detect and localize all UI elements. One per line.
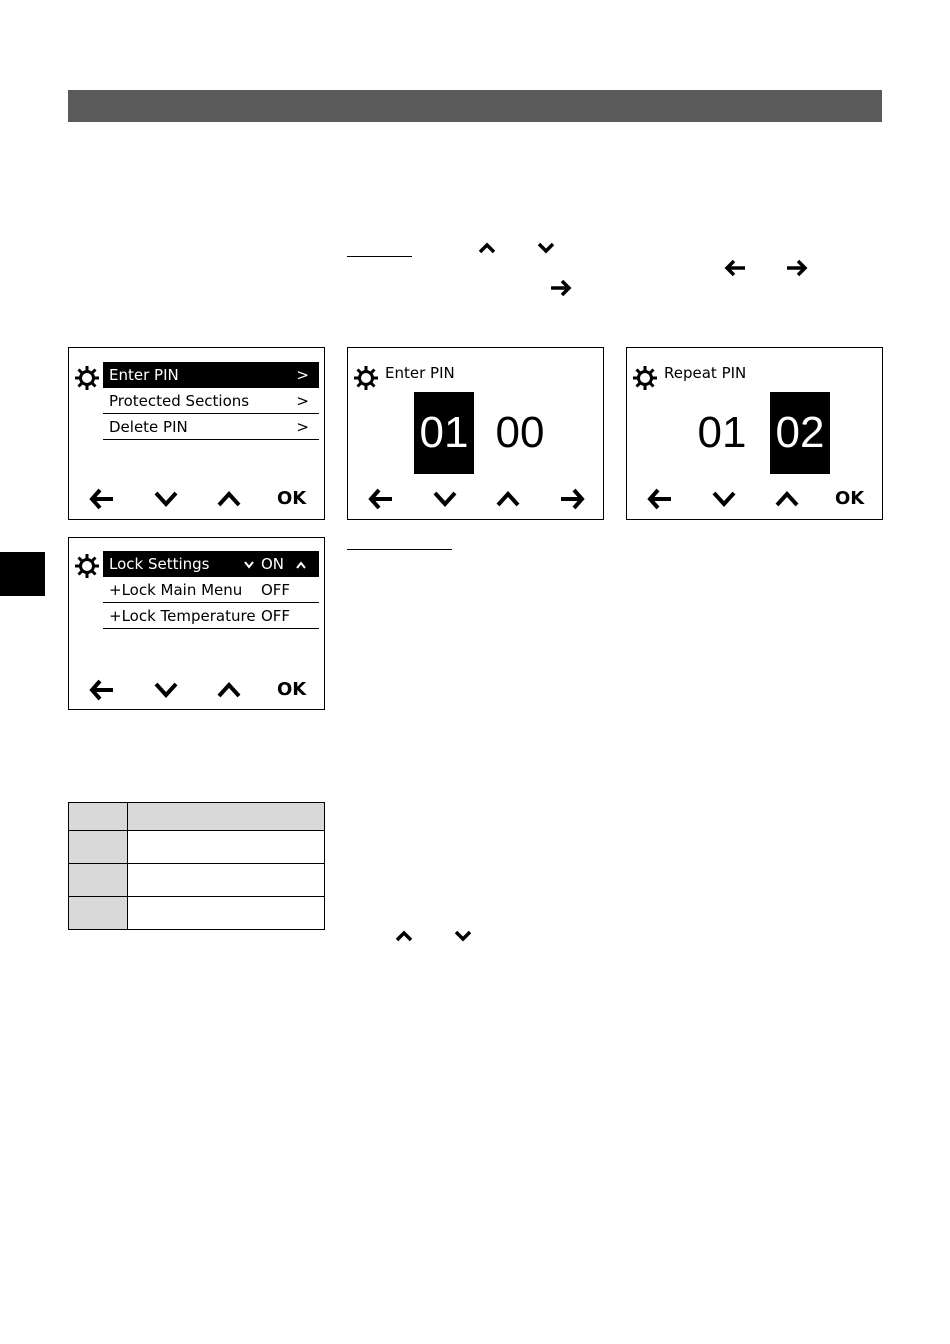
arrow-right-icon — [786, 259, 808, 277]
menu-item-enter-pin[interactable] — [103, 362, 319, 388]
softkey-bar — [348, 484, 603, 514]
pin-digit-2[interactable]: 00 — [495, 408, 545, 457]
arrow-right-icon — [550, 279, 572, 297]
gear-icon — [74, 365, 100, 391]
chevron-down-icon[interactable] — [243, 560, 255, 570]
screen-title: Repeat PIN — [664, 364, 747, 382]
arrow-left-icon[interactable] — [89, 488, 115, 510]
chevron-up-icon[interactable] — [295, 560, 307, 570]
table-cell — [128, 897, 325, 930]
table-row — [69, 897, 325, 930]
menu-item-label: Protected Sections — [109, 392, 250, 410]
menu-item-label: Enter PIN — [109, 366, 179, 384]
heading-underline — [347, 549, 452, 550]
menu-item-protected-sections[interactable] — [103, 388, 319, 414]
chevron-up-icon — [477, 241, 497, 255]
table-cell — [69, 897, 128, 930]
submenu-arrow: > — [296, 392, 309, 410]
arrow-left-icon — [724, 259, 746, 277]
level-table — [68, 802, 325, 930]
screen-pin-menu — [68, 347, 325, 520]
chapter-tab — [0, 552, 45, 596]
setting-value: OFF — [261, 607, 291, 625]
screen-repeat-pin — [626, 347, 883, 520]
table-row — [69, 864, 325, 897]
ok-button[interactable]: OK — [277, 679, 307, 700]
chevron-down-icon[interactable] — [153, 679, 179, 701]
chevron-up-icon — [394, 929, 414, 943]
arrow-left-icon[interactable] — [368, 488, 394, 510]
table-cell — [128, 831, 325, 864]
gear-icon — [74, 553, 100, 579]
chevron-down-icon[interactable] — [153, 488, 179, 510]
screen-enter-pin — [347, 347, 604, 520]
table-row — [69, 831, 325, 864]
submenu-arrow: > — [296, 366, 309, 384]
pin-digit-2[interactable]: 02 — [770, 392, 830, 474]
header-bar — [68, 90, 882, 122]
chevron-down-icon — [453, 929, 473, 943]
table-cell — [69, 864, 128, 897]
screen-lock-settings — [68, 537, 325, 710]
arrow-left-icon[interactable] — [647, 488, 673, 510]
chevron-up-icon[interactable] — [774, 488, 800, 510]
setting-label: +Lock Temperature — [109, 607, 256, 625]
ok-button[interactable]: OK — [277, 488, 307, 509]
setting-value: ON — [261, 555, 285, 573]
pin-digit-1[interactable]: 01 — [697, 408, 747, 457]
table-cell — [69, 803, 128, 831]
chevron-up-icon[interactable] — [216, 679, 242, 701]
arrow-right-icon[interactable] — [559, 488, 585, 510]
setting-lock-temperature[interactable] — [103, 603, 319, 629]
chevron-up-icon[interactable] — [216, 488, 242, 510]
softkey-bar — [69, 484, 324, 514]
softkey-bar — [627, 484, 882, 514]
table-cell — [128, 864, 325, 897]
chevron-down-icon[interactable] — [711, 488, 737, 510]
setting-label: +Lock Main Menu — [109, 581, 243, 599]
screen-title: Enter PIN — [385, 364, 455, 382]
gear-icon — [632, 365, 658, 391]
menu-item-delete-pin[interactable] — [103, 414, 319, 440]
submenu-arrow: > — [296, 418, 309, 436]
chevron-down-icon — [536, 241, 556, 255]
setting-value: OFF — [261, 581, 291, 599]
setting-lock-settings[interactable] — [103, 551, 319, 577]
chevron-up-icon[interactable] — [495, 488, 521, 510]
menu-item-label: Delete PIN — [109, 418, 188, 436]
table-cell — [128, 803, 325, 831]
heading-underline — [347, 256, 412, 257]
ok-button[interactable]: OK — [835, 488, 865, 509]
table-cell — [69, 831, 128, 864]
table-header-row — [69, 803, 325, 831]
chevron-down-icon[interactable] — [432, 488, 458, 510]
setting-label: Lock Settings — [109, 555, 210, 573]
pin-digit-1[interactable]: 01 — [414, 392, 474, 474]
gear-icon — [353, 365, 379, 391]
softkey-bar — [69, 675, 324, 705]
setting-lock-main-menu[interactable] — [103, 577, 319, 603]
arrow-left-icon[interactable] — [89, 679, 115, 701]
